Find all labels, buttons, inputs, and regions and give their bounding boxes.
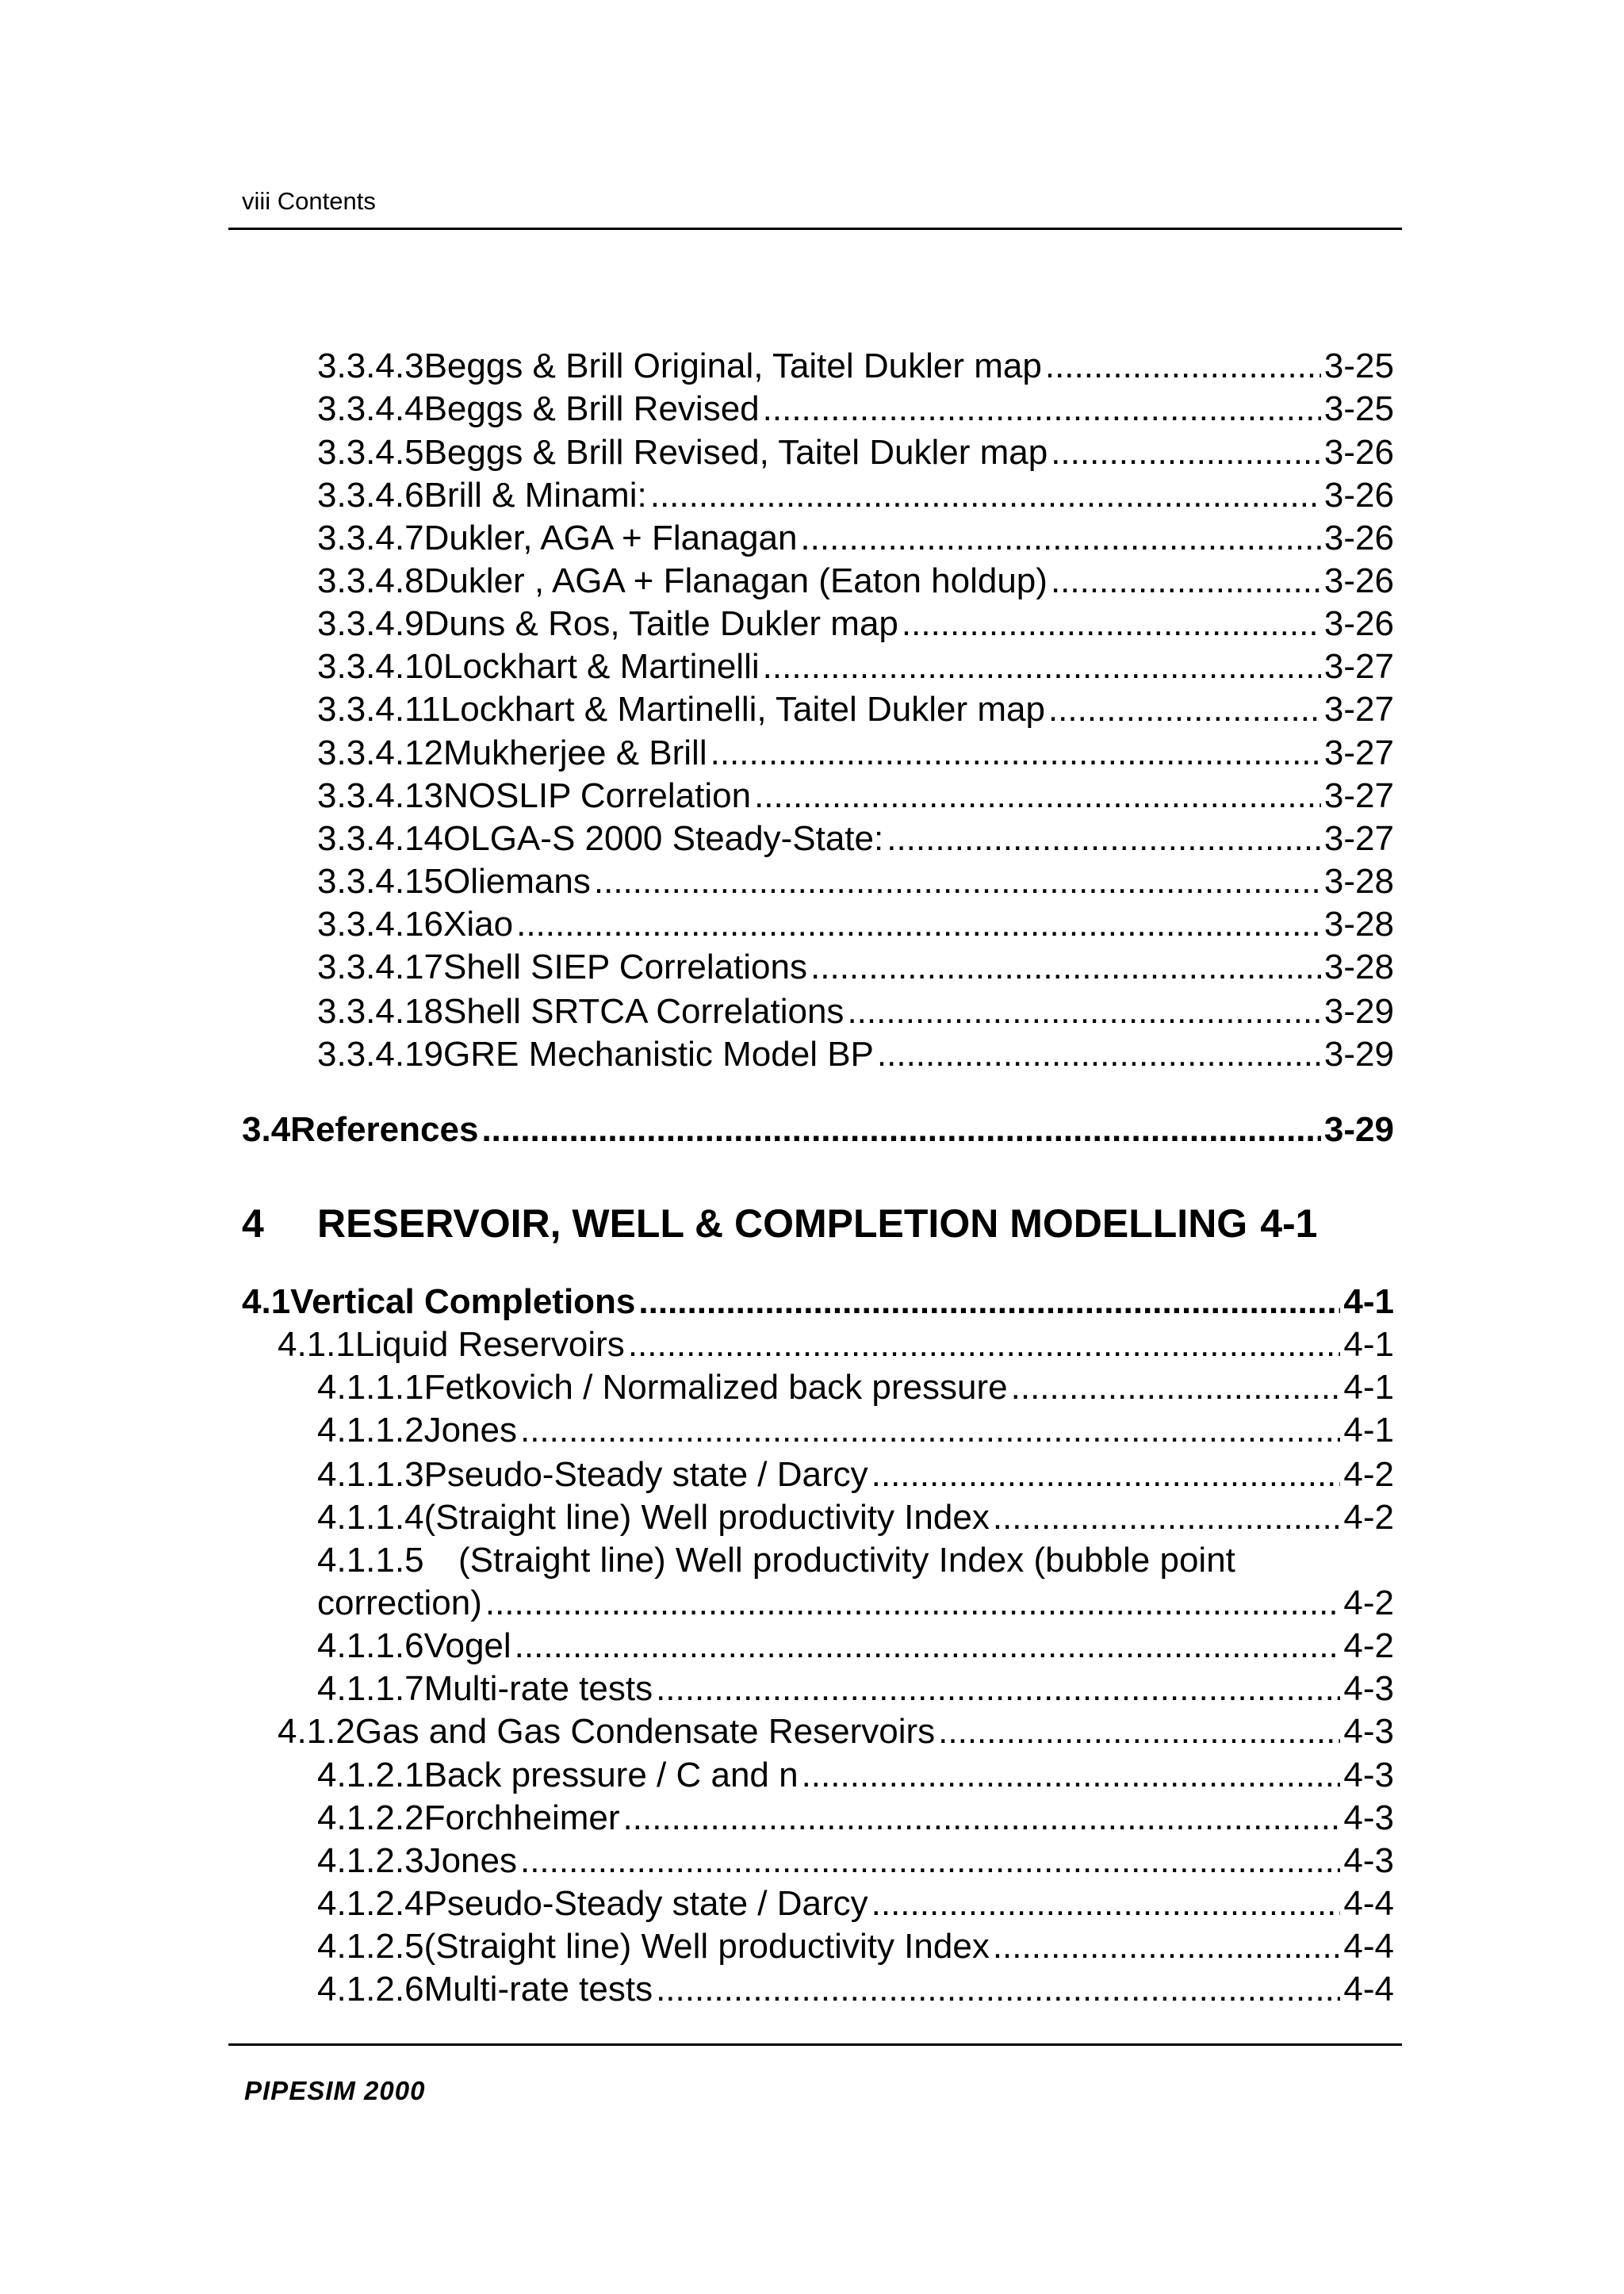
toc-page: 4-3 — [1343, 1669, 1394, 1708]
toc-page: 3-29 — [1323, 1110, 1394, 1149]
toc-entry[interactable] — [317, 561, 1394, 600]
toc-entry[interactable] — [317, 907, 1394, 942]
toc-number: 4.1.1.6 — [317, 1626, 424, 1665]
dot-leader — [1048, 692, 1321, 727]
toc-page: 3-27 — [1323, 819, 1394, 858]
dot-leader — [754, 779, 1321, 814]
toc-page: 3-26 — [1323, 476, 1394, 515]
toc-title: Brill & Minami: — [423, 476, 647, 515]
toc-number: 4.1.2.3 — [317, 1841, 424, 1880]
toc-title: NOSLIP Correlation — [443, 776, 752, 815]
toc-number: 3.3.4.11 — [317, 690, 441, 729]
toc-page: 3-27 — [1323, 733, 1394, 772]
toc-entry[interactable] — [317, 389, 1394, 428]
toc-title: Lockhart & Martinelli, Taitel Dukler map — [440, 690, 1045, 729]
toc-entry[interactable] — [317, 1929, 1394, 1964]
toc-entry[interactable] — [317, 649, 1394, 684]
dot-leader — [871, 1457, 1341, 1492]
toc-page: 4-1 — [1260, 1201, 1318, 1246]
dot-leader — [1045, 349, 1321, 384]
toc-title: (Straight line) Well productivity Index — [423, 1498, 990, 1537]
footer-rule — [228, 2043, 1402, 2046]
dot-leader — [481, 1113, 1320, 1147]
page-header: viii Contents — [242, 187, 376, 215]
toc-entry[interactable] — [317, 1669, 1394, 1708]
toc-chapter[interactable] — [242, 1201, 1394, 1246]
toc-page: 3-26 — [1323, 604, 1394, 643]
toc-number: 3.4 — [242, 1110, 291, 1149]
toc-page: 3-28 — [1323, 862, 1394, 901]
toc-number: 4.1.2.6 — [317, 1970, 424, 2009]
toc-page: 4-1 — [1343, 1282, 1394, 1321]
toc-title: Back pressure / C and n — [423, 1756, 799, 1794]
dot-leader — [623, 1801, 1341, 1836]
toc-number: 4.1.2.4 — [317, 1884, 424, 1923]
dot-leader — [638, 1285, 1340, 1319]
toc-number: 4.1.1.2 — [317, 1411, 424, 1450]
dot-leader — [763, 392, 1321, 427]
toc-number: 4.1.2.5 — [317, 1927, 424, 1966]
toc-title: Xiao — [443, 905, 514, 944]
toc-entry[interactable] — [317, 478, 1394, 513]
toc-title: Jones — [423, 1841, 517, 1880]
toc-number: 4.1.1.1 — [317, 1368, 424, 1407]
dot-leader — [847, 994, 1320, 1029]
toc-page: 3-28 — [1323, 905, 1394, 944]
toc-title: correction) — [317, 1584, 482, 1622]
toc-entry[interactable] — [317, 821, 1394, 856]
toc-page: 4-1 — [1343, 1325, 1394, 1364]
toc-title: Mukherjee & Brill — [443, 733, 707, 772]
toc-number: 3.3.4.7 — [317, 519, 424, 557]
toc-number: 3.3.4.13 — [317, 776, 444, 815]
toc-entry[interactable] — [317, 1841, 1394, 1880]
toc-section[interactable] — [242, 1282, 1394, 1321]
toc-number: 3.3.4.10 — [317, 647, 444, 686]
toc-page: 3-27 — [1323, 647, 1394, 686]
dot-leader — [650, 478, 1321, 513]
toc-title: References — [290, 1110, 479, 1149]
toc-page: 4-3 — [1343, 1841, 1394, 1880]
toc-page: 4-2 — [1343, 1584, 1394, 1622]
toc-number: 3.3.4.4 — [317, 389, 424, 428]
toc-page: 4-4 — [1343, 1927, 1394, 1966]
toc-title: Liquid Reservoirs — [354, 1325, 625, 1364]
toc-number: 4.1.2.1 — [317, 1756, 424, 1794]
toc-entry[interactable] — [317, 521, 1394, 556]
toc-title: GRE Mechanistic Model BP — [443, 1035, 874, 1074]
dot-leader — [485, 1586, 1341, 1621]
toc-title: RESERVOIR, WELL & COMPLETION MODELLING — [317, 1201, 1248, 1246]
dot-leader — [993, 1500, 1341, 1535]
dot-leader — [1011, 1370, 1341, 1405]
toc-title: Pseudo-Steady state / Darcy — [423, 1884, 868, 1923]
toc-entry[interactable] — [278, 1714, 1394, 1749]
dot-leader — [1051, 435, 1321, 470]
toc-number: 4.1.1.5 — [317, 1541, 424, 1580]
dot-leader — [938, 1714, 1340, 1749]
toc-entry-continuation[interactable] — [317, 1586, 1394, 1621]
toc-title: Beggs & Brill Original, Taitel Dukler map — [423, 347, 1042, 385]
toc-page: 4-3 — [1343, 1756, 1394, 1794]
toc-page: 4-1 — [1343, 1368, 1394, 1407]
toc-title: Vogel — [423, 1626, 511, 1665]
toc-entry[interactable] — [317, 776, 1394, 815]
toc-entry[interactable] — [317, 692, 1394, 727]
toc-number: 3.3.4.6 — [317, 476, 424, 515]
toc-title: Dukler, AGA + Flanagan — [423, 519, 798, 557]
toc-page: 4-4 — [1343, 1884, 1394, 1923]
dot-leader — [710, 736, 1321, 771]
toc-title: OLGA-S 2000 Steady-State: — [443, 819, 884, 858]
toc-page: 3-27 — [1323, 776, 1394, 815]
toc-entry[interactable] — [317, 604, 1394, 643]
toc-entry[interactable] — [317, 435, 1394, 470]
dot-leader — [802, 1758, 1341, 1793]
toc-title: Multi-rate tests — [423, 1669, 653, 1708]
toc-title: Pseudo-Steady state / Darcy — [423, 1455, 868, 1494]
dot-leader — [877, 1037, 1321, 1072]
toc-entry[interactable] — [317, 1543, 1394, 1578]
toc-number: 3.3.4.16 — [317, 905, 444, 944]
toc-number: 3.3.4.19 — [317, 1035, 444, 1074]
toc-number: 4.1 — [242, 1282, 291, 1321]
toc-entry[interactable] — [317, 1886, 1394, 1921]
toc-number: 4.1.2 — [278, 1712, 355, 1751]
dot-leader — [516, 907, 1321, 942]
toc-title: Fetkovich / Normalized back pressure — [423, 1368, 1008, 1407]
toc-page: 3-26 — [1323, 519, 1394, 557]
toc-title: Lockhart & Martinelli — [443, 647, 760, 686]
toc-number: 3.3.4.5 — [317, 433, 424, 472]
dot-leader — [993, 1929, 1341, 1964]
toc-entry[interactable] — [317, 1626, 1394, 1665]
toc-page: 3-29 — [1323, 992, 1394, 1031]
toc-entry[interactable] — [317, 1457, 1394, 1492]
toc-entry[interactable] — [317, 1037, 1394, 1072]
toc-number: 3.3.4.15 — [317, 862, 444, 901]
toc-title: Multi-rate tests — [423, 1970, 653, 2009]
toc-page: 4-3 — [1343, 1798, 1394, 1837]
dot-leader — [1051, 564, 1321, 599]
dot-leader — [871, 1886, 1341, 1921]
dot-leader — [887, 821, 1321, 856]
toc-title: Vertical Completions — [290, 1282, 636, 1321]
toc-entry[interactable] — [317, 733, 1394, 772]
toc-page: 3-25 — [1323, 389, 1394, 428]
toc-title: Jones — [423, 1411, 517, 1450]
toc-entry[interactable] — [317, 349, 1394, 384]
toc-page: 4-3 — [1343, 1712, 1394, 1751]
toc-entry[interactable] — [317, 864, 1394, 899]
toc-page: 4-2 — [1343, 1455, 1394, 1494]
toc-number: 4.1.1.3 — [317, 1455, 424, 1494]
toc-number: 3.3.4.12 — [317, 733, 444, 772]
dot-leader — [902, 607, 1321, 641]
toc-number: 3.3.4.3 — [317, 347, 424, 385]
toc-page: 3-28 — [1323, 948, 1394, 986]
toc-number: 4.1.1 — [278, 1325, 355, 1364]
toc-number: 4.1.2.2 — [317, 1798, 424, 1837]
toc-title: Duns & Ros, Taitle Dukler map — [423, 604, 898, 643]
toc-page: 3-29 — [1323, 1035, 1394, 1074]
dot-leader — [763, 649, 1321, 684]
toc-number: 3.3.4.8 — [317, 561, 424, 600]
dot-leader — [656, 1672, 1340, 1706]
toc-number: 4.1.1.4 — [317, 1498, 424, 1537]
toc-entry[interactable] — [317, 994, 1394, 1029]
toc-entry[interactable] — [317, 1972, 1394, 2007]
toc-page: 4-2 — [1343, 1498, 1394, 1537]
toc-page: 3-26 — [1323, 561, 1394, 600]
toc-page: 4-1 — [1343, 1411, 1394, 1450]
toc-title: Shell SIEP Correlations — [443, 948, 808, 986]
toc-number: 3.3.4.9 — [317, 604, 424, 643]
dot-leader — [628, 1327, 1341, 1362]
toc-title: Dukler , AGA + Flanagan (Eaton holdup) — [423, 561, 1048, 600]
dot-leader — [800, 521, 1321, 556]
toc-page: 3-25 — [1323, 347, 1394, 385]
toc-number: 4 — [242, 1201, 264, 1246]
dot-leader — [656, 1972, 1340, 2007]
toc-number: 4.1.1.7 — [317, 1669, 424, 1708]
toc-entry[interactable] — [317, 1370, 1394, 1405]
dot-leader — [515, 1629, 1341, 1664]
toc-entry[interactable] — [317, 1798, 1394, 1837]
toc-entry[interactable] — [317, 1758, 1394, 1793]
toc-page: 4-2 — [1343, 1626, 1394, 1665]
dot-leader — [520, 1844, 1340, 1878]
toc-title: Oliemans — [443, 862, 591, 901]
toc-entry[interactable] — [317, 1500, 1394, 1535]
dot-leader — [594, 864, 1321, 899]
toc-number: 3.3.4.14 — [317, 819, 444, 858]
toc-page: 3-27 — [1323, 690, 1394, 729]
toc-title: Shell SRTCA Correlations — [443, 992, 845, 1031]
dot-leader — [520, 1413, 1340, 1448]
dot-leader — [810, 950, 1321, 985]
toc-title: Beggs & Brill Revised, Taitel Dukler map — [423, 433, 1048, 472]
toc-title: (Straight line) Well productivity Index — [423, 1927, 990, 1966]
toc-title: (Straight line) Well productivity Index (bubble point — [458, 1541, 1235, 1580]
toc-title: Forchheimer — [423, 1798, 620, 1837]
toc-number: 3.3.4.17 — [317, 948, 444, 986]
toc-page: 3-26 — [1323, 433, 1394, 472]
toc-section[interactable] — [242, 1110, 1394, 1149]
toc-page: 4-4 — [1343, 1970, 1394, 2009]
page-footer: PIPESIM 2000 — [244, 2076, 426, 2105]
toc-title: Beggs & Brill Revised — [423, 389, 760, 428]
toc-entry[interactable] — [317, 950, 1394, 985]
toc-title: Gas and Gas Condensate Reservoirs — [354, 1712, 936, 1751]
toc-number: 3.3.4.18 — [317, 992, 444, 1031]
toc-entry[interactable] — [278, 1327, 1394, 1362]
toc-entry[interactable] — [317, 1413, 1394, 1448]
